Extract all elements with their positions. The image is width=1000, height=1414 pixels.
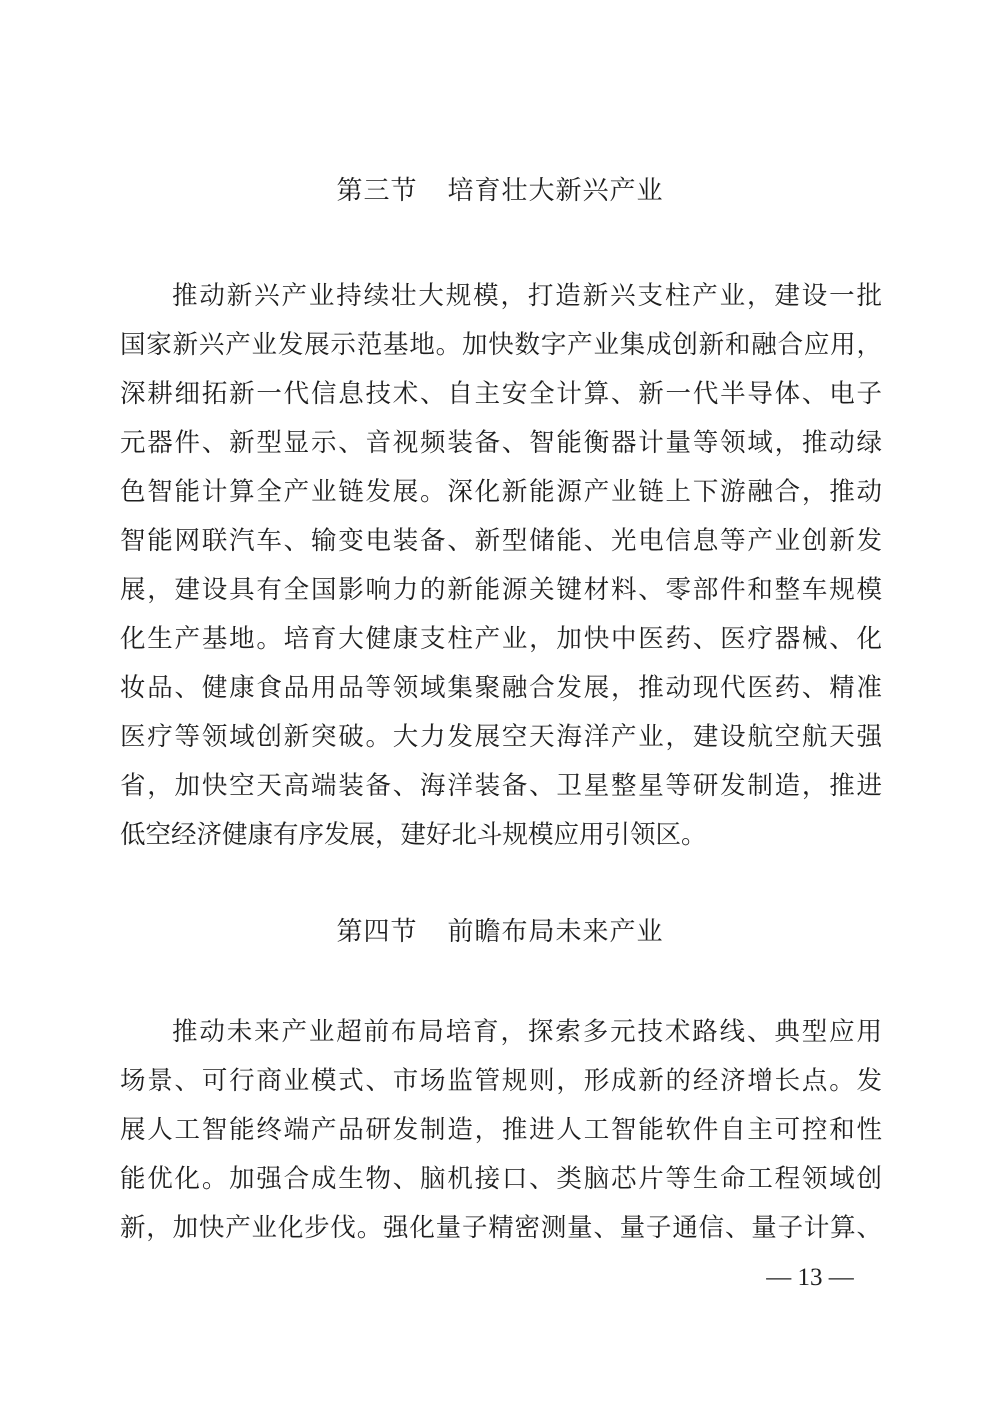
- paragraph-line: 国家新兴产业发展示范基地。加快数字产业集成创新和融合应用，: [120, 330, 882, 360]
- paragraph-line: 场景、可行商业模式、市场监管规则，形成新的经济增长点。发: [120, 1066, 882, 1096]
- paragraph-line: 医疗等领域创新突破。大力发展空天海洋产业，建设航空航天强: [120, 722, 882, 752]
- paragraph-line: 深耕细拓新一代信息技术、自主安全计算、新一代半导体、电子: [120, 379, 882, 409]
- paragraph-line: 展，建设具有全国影响力的新能源关键材料、零部件和整车规模: [120, 575, 882, 605]
- section-4-number: 第四节: [336, 917, 418, 947]
- paragraph-line: 化生产基地。培育大健康支柱产业，加快中医药、医疗器械、化: [120, 624, 882, 654]
- paragraph-line: 新，加快产业化步伐。强化量子精密测量、量子通信、量子计算、: [120, 1213, 882, 1243]
- section-3-paragraph: [120, 272, 882, 860]
- paragraph-line: 能优化。加强合成生物、脑机接口、类脑芯片等生命工程领域创: [120, 1164, 882, 1194]
- section-4-heading: [120, 917, 880, 947]
- section-4-paragraph: [120, 1008, 882, 1253]
- paragraph-line: 元器件、新型显示、音视频装备、智能衡器计量等领域，推动绿: [120, 428, 882, 458]
- paragraph-line: 省，加快空天高端装备、海洋装备、卫星整星等研发制造，推进: [120, 771, 882, 801]
- paragraph-line: 推动新兴产业持续壮大规模，打造新兴支柱产业，建设一批: [172, 281, 882, 311]
- section-3-title: 培育壮大新兴产业: [447, 176, 664, 206]
- paragraph-line: 推动未来产业超前布局培育，探索多元技术路线、典型应用: [172, 1017, 882, 1047]
- paragraph-line: 低空经济健康有序发展，建好北斗规模应用引领区。: [120, 820, 707, 850]
- paragraph-line: 智能网联汽车、输变电装备、新型储能、光电信息等产业创新发: [120, 526, 882, 556]
- paragraph-line: 色智能计算全产业链发展。深化新能源产业链上下游融合，推动: [120, 477, 882, 507]
- page-number: — 13 —: [766, 1264, 854, 1291]
- section-3-heading: [120, 176, 880, 206]
- section-3-number: 第三节: [336, 176, 418, 206]
- paragraph-line: 妆品、健康食品用品等领域集聚融合发展，推动现代医药、精准: [120, 673, 882, 703]
- paragraph-line: 展人工智能终端产品研发制造，推进人工智能软件自主可控和性: [120, 1115, 882, 1145]
- section-4-title: 前瞻布局未来产业: [447, 917, 664, 947]
